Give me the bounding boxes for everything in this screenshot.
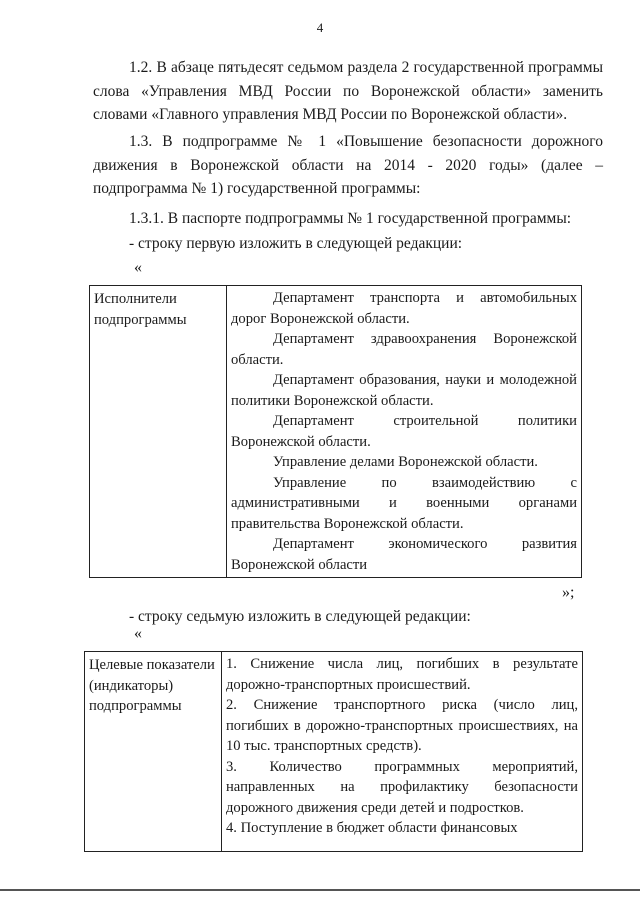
instruction-row-one: - строку первую изложить в следующей редакции:	[129, 235, 463, 252]
opening-quote-1: «	[134, 259, 142, 276]
indicators-list	[222, 652, 583, 852]
executor-item: Управление по взаимодействию с административными и военными органами правительства Воронежской области.	[231, 474, 577, 532]
indicator-item: 3. Количество программных мероприятий, направленных на профилактику безопасности дорожного движения среди детей и подростков.	[226, 758, 578, 816]
executor-item: Департамент образования, науки и молодежной политики Воронежской области.	[231, 372, 577, 409]
closing-quote-1: »;	[562, 584, 575, 601]
paragraph-1-3: 1.3. В подпрограмме № 1 «Повышение безопасности дорожного движения в Воронежской области на 2014 - 2020 годы» (далее – подпрограмма № 1) государственной программы:	[93, 133, 603, 197]
executors-label: Исполнители подпрограммы	[90, 286, 227, 578]
paragraph-1-2: 1.2. В абзаце пятьдесят седьмом раздела 2 государственной программы слова «Управления МВД России по Воронежской области» заменить словами «Главного управления МВД России по Воронежской области».	[93, 59, 603, 123]
page-number: 4	[316, 20, 324, 35]
instruction-row-seven: - строку седьмую изложить в следующей редакции:	[129, 608, 471, 625]
paragraph-1-3-1: 1.3.1. В паспорте подпрограммы № 1 государственной программы:	[129, 210, 572, 227]
indicator-item: 4. Поступление в бюджет области финансовых	[226, 820, 518, 836]
indicator-item: 2. Снижение транспортного риска (число лиц, погибших в дорожно-транспортных происшествиях, на 10 тыс. транспортных средств).	[226, 697, 578, 754]
executors-table	[89, 285, 582, 578]
indicator-item: 1. Снижение числа лиц, погибших в результате дорожно-транспортных происшествий.	[226, 656, 578, 693]
opening-quote-2: «	[134, 625, 142, 642]
executors-list	[227, 286, 582, 578]
executor-item: Департамент здравоохранения Воронежской области.	[231, 331, 577, 368]
executor-item: Департамент экономического развития Воронежской области	[231, 536, 577, 573]
executor-item: Департамент транспорта и автомобильных дорог Воронежской области.	[231, 290, 577, 327]
page-bottom-edge	[0, 889, 640, 891]
executor-item: Департамент строительной политики Воронежской области.	[231, 413, 577, 450]
indicators-table	[84, 651, 583, 852]
indicators-label: Целевые показатели (индикаторы) подпрограммы	[85, 652, 222, 852]
executor-item: Управление делами Воронежской области.	[273, 454, 538, 470]
